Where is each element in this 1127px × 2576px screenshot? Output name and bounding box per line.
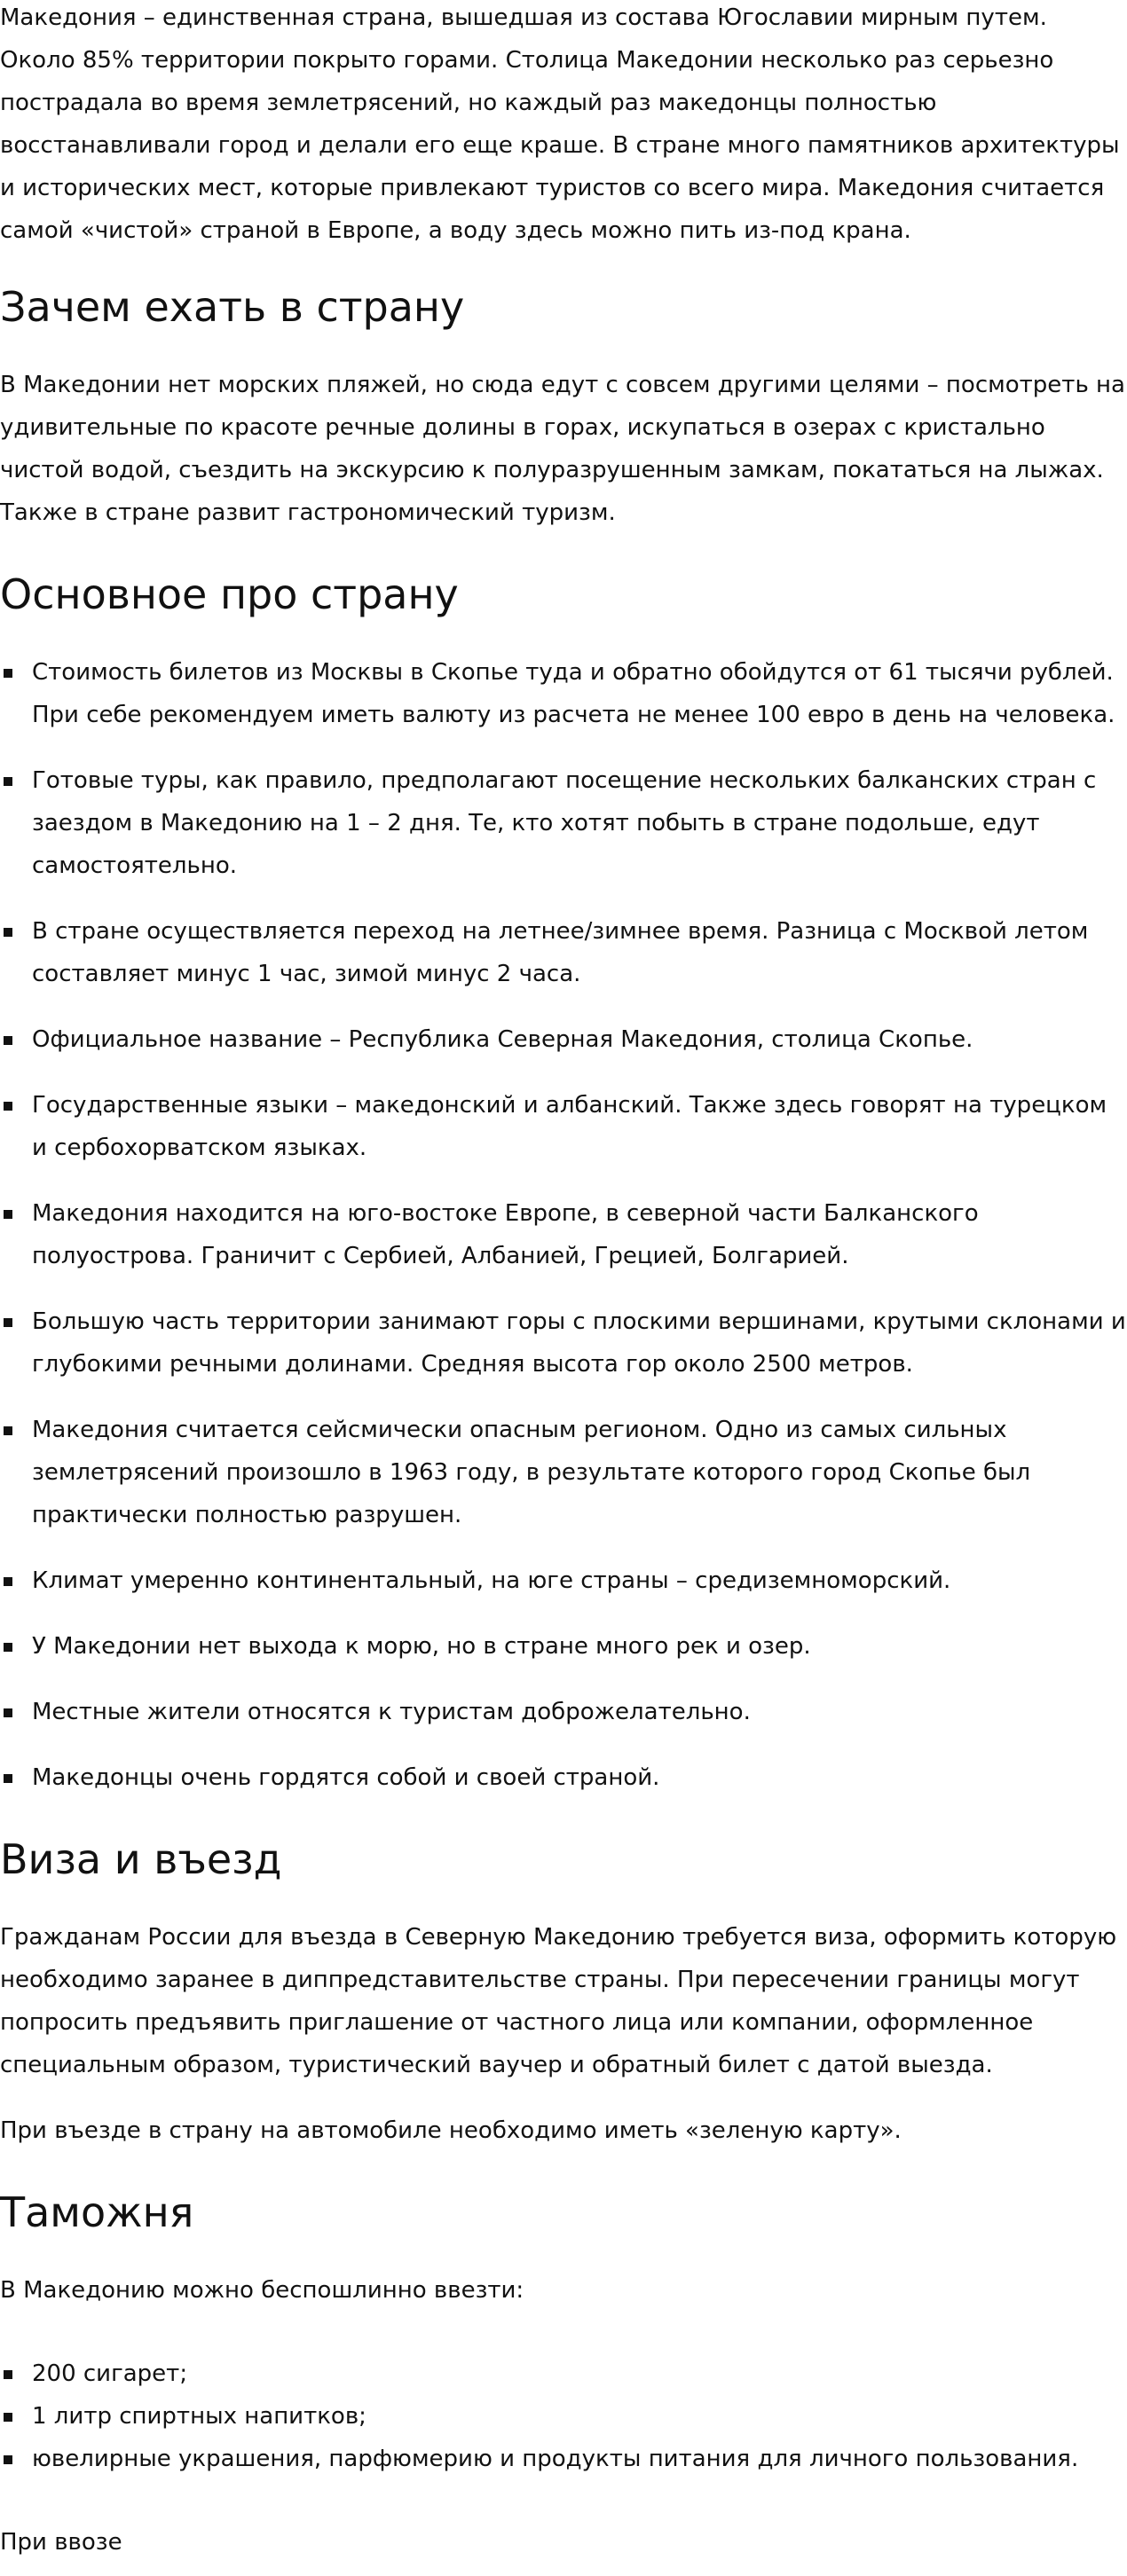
list-item	[0, 2352, 1127, 2395]
list-item	[0, 1018, 1127, 1061]
list-item	[0, 1409, 1127, 1536]
list-item-text: Македония находится на юго-востоке Европе, в северной части Балканского полуострова. Граничит с Сербией, Албанией, Грецией, Болгарией.	[32, 1200, 979, 1269]
list-item	[0, 1691, 1127, 1733]
bullet-icon	[4, 1426, 12, 1435]
visa-paragraph-1: Гражданам России для въезда в Северную Македонию требуется виза, оформить которую необходимо заранее в диппредставительстве страны. При пересечении границы могут попросить предъявить приглашение от частного лица или компании, оформленное специальным образом, туристический ваучер и обратный билет с датой выезда.	[0, 1924, 1117, 2078]
bullet-icon	[4, 928, 12, 937]
bullet-icon	[4, 1036, 12, 1045]
customs-list	[0, 2352, 1127, 2480]
list-item-text: У Македонии нет выхода к морю, но в стране много рек и озер.	[32, 1633, 811, 1660]
list-item-text: Македонцы очень гордятся собой и своей страной.	[32, 1764, 660, 1791]
bullet-icon	[4, 1708, 12, 1717]
list-item	[0, 2395, 1127, 2438]
bullet-icon	[4, 1210, 12, 1219]
list-item	[0, 1192, 1127, 1277]
list-item-text: Готовые туры, как правило, предполагают посещение нескольких балканских стран с заездом в Македонию на 1 – 2 дня. Те, кто хотят побыть в стране подольше, едут самостоятельно.	[32, 767, 1097, 879]
list-item	[0, 1559, 1127, 1602]
bullet-icon	[4, 2455, 12, 2464]
bullet-icon	[4, 1774, 12, 1783]
list-item-text: ювелирные украшения, парфюмерию и продукты питания для личного пользования.	[32, 2446, 1079, 2472]
bullet-icon	[4, 1102, 12, 1111]
bullet-icon	[4, 1643, 12, 1652]
section-title-customs: Таможня	[0, 2188, 194, 2236]
list-item-text: В стране осуществляется переход на летнее/зимнее время. Разница с Москвой летом составляет минус 1 час, зимой минус 2 часа.	[32, 918, 1089, 987]
section-title-facts: Основное про страну	[0, 570, 459, 618]
list-item-text: Стоимость билетов из Москвы в Скопье туда и обратно обойдутся от 61 тысячи рублей. При себе рекомендуем иметь валюту из расчета не менее 100 евро в день на человека.	[32, 659, 1115, 728]
customs-paragraph-1: В Македонию можно беспошлинно ввезти:	[0, 2277, 524, 2304]
list-item-text: Государственные языки – македонский и албанский. Также здесь говорят на турецком и сербохорватском языках.	[32, 1092, 1107, 1161]
bullet-icon	[4, 2413, 12, 2422]
why-paragraph: В Македонии нет морских пляжей, но сюда едут с совсем другими целями – посмотреть на удивительные по красоте речные долины в горах, искупаться в озерах с кристально чистой водой, съездить на экскурсию к полуразрушенным замкам, покататься на лыжах. Также в стране развит гастрономический туризм.	[0, 372, 1125, 526]
list-item-text: Македония считается сейсмически опасным регионом. Одно из самых сильных землетрясений произошло в 1963 году, в результате которого город Скопье был практически полностью разрушен.	[32, 1417, 1031, 1528]
list-item	[0, 1300, 1127, 1386]
bullet-icon	[4, 1318, 12, 1327]
list-item	[0, 1084, 1127, 1169]
list-item-text: Большую часть территории занимают горы с плоскими вершинами, крутыми склонами и глубокими речными долинами. Средняя высота гор около 2500 метров.	[32, 1308, 1126, 1378]
list-item-text: Официальное название – Республика Северная Македония, столица Скопье.	[32, 1026, 973, 1053]
list-item	[0, 910, 1127, 995]
bullet-icon	[4, 777, 12, 786]
list-item-text: Местные жители относятся к туристам доброжелательно.	[32, 1699, 751, 1725]
bullet-icon	[4, 1577, 12, 1586]
intro-paragraph: Македония – единственная страна, вышедшая из состава Югославии мирным путем. Около 85% территории покрыто горами. Столица Македонии несколько раз серьезно пострадала во время землетрясений, но каждый раз македонцы полностью восстанавливали город и делали его еще краше. В стране много памятников архитектуры и исторических мест, которые привлекают туристов со всего мира. Македония считается самой «чистой» страной в Европе, а воду здесь можно пить из-под крана.	[0, 4, 1120, 244]
list-item	[0, 651, 1127, 736]
bullet-icon	[4, 669, 12, 678]
customs-paragraph-2: При ввозе	[0, 2529, 122, 2556]
bullet-icon	[4, 2370, 12, 2379]
list-item-text: Климат умеренно континентальный, на юге страны – средиземноморский.	[32, 1567, 951, 1594]
list-item-text: 200 сигарет;	[32, 2360, 188, 2387]
list-item	[0, 1756, 1127, 1799]
list-item	[0, 2438, 1127, 2480]
list-item-text: 1 литр спиртных напитков;	[32, 2403, 366, 2430]
section-title-why: Зачем ехать в страну	[0, 283, 465, 331]
section-title-visa: Виза и въезд	[0, 1835, 282, 1883]
list-item	[0, 1625, 1127, 1668]
visa-paragraph-2: При въезде в страну на автомобиле необходимо иметь «зеленую карту».	[0, 2117, 902, 2144]
list-item	[0, 759, 1127, 887]
facts-list	[0, 651, 1127, 1799]
